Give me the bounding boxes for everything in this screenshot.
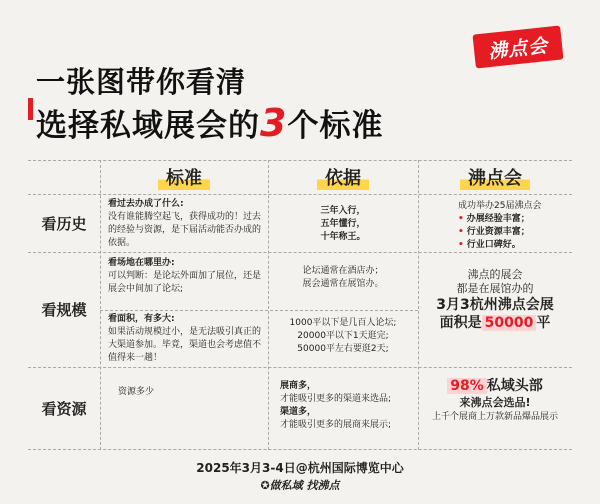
resources-fdh: 98% 私域头部 来沸点会选品! 上千个展商上万款新品爆品展示: [431, 378, 558, 422]
title-line2-text: 选择私域展会的: [36, 108, 260, 144]
scale-standard-venue: 看场地在哪里办: 可以判断：是论坛外面加了展位，还是展会中间加了论坛;: [108, 258, 262, 294]
table-border: [100, 160, 102, 450]
bullet-icon: •: [458, 240, 464, 250]
scale-basis-area: 1000平以下是几百人论坛; 20000平以下1天逛完; 50000平左右要逛2天;: [289, 318, 397, 354]
area-highlight: 50000: [482, 315, 537, 331]
bullet-icon: •: [458, 214, 464, 224]
title-line2-suffix: 个标准: [287, 108, 384, 144]
row-label-history: 看历史: [41, 214, 87, 233]
row-label-resources: 看资源: [41, 399, 87, 418]
column-header-fdh: 沸点会: [418, 160, 572, 194]
scale-standard-area: 看面积，有多大: 如果活动规模过小，是无法吸引真正的大渠道参加。毕竟，渠道也会考虑值不值得来一趟！: [108, 314, 262, 363]
history-fdh: 成功举办25届沸点会 • 办展经验丰富； • 行业资源丰富； • 行业口碑好。: [458, 201, 542, 250]
table-border: [100, 310, 418, 312]
comparison-table: [28, 160, 572, 450]
row-label-scale: 看规模: [41, 301, 87, 319]
column-header-standard: 标准: [100, 160, 268, 194]
table-border: [268, 160, 270, 450]
scale-fdh: 沸点的展会 都是在展馆办的 3月3杭州沸点会展 面积是 50000 平: [436, 268, 554, 331]
history-standard: 看过去办成了什么: 没有谁能腾空起飞，获得成功的！过去的经验与资源，是下届活动能否办成的依据。: [108, 199, 262, 248]
column-header-basis: 依据: [268, 160, 418, 194]
resources-standard: 资源多少: [118, 387, 155, 397]
table-border: [28, 449, 572, 451]
table-border: [28, 367, 572, 369]
event-footer: 2025年3月3-4日@杭州国际博览中心: [196, 461, 404, 475]
table-border: [28, 194, 572, 196]
bullet-icon: •: [458, 227, 464, 237]
table-border: [28, 252, 572, 254]
page-title-line1: 一张图带你看清: [36, 65, 247, 99]
history-basis: 三年入行， 五年懂行， 十年称王。: [320, 206, 366, 242]
scale-basis-venue: 论坛通常在酒店办； 展会通常在展馆办。: [302, 266, 384, 289]
brand-slogan: ✪做私域 找沸点: [260, 479, 340, 492]
page-title-line2: [36, 100, 383, 145]
brand-logo: 沸点会: [472, 25, 563, 68]
title-highlight-number: 3: [260, 101, 288, 145]
resources-basis: 展商多， 才能吸引更多的渠道来选品; 渠道多， 才能吸引更多的展商来展示;: [280, 381, 392, 430]
percent-highlight: 98%: [447, 378, 487, 394]
